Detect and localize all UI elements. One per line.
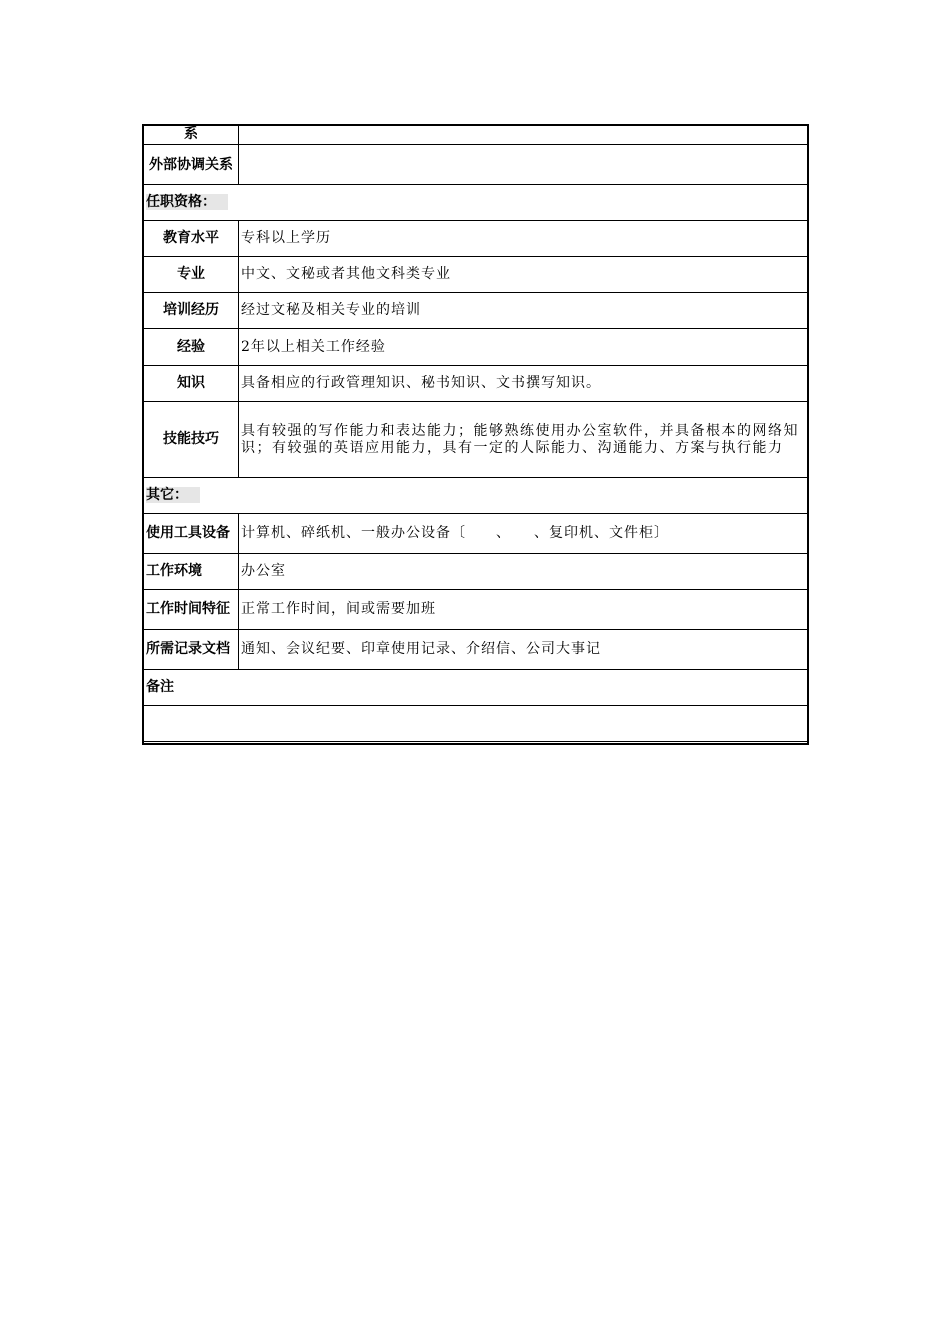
environment-value: 办公室 [239,554,808,590]
internal-coordination-value [239,125,808,145]
education-label: 教育水平 [144,221,239,257]
section-row [144,185,808,221]
section-row [144,478,808,514]
experience-value: 2年以上相关工作经验 [239,329,808,366]
records-label: 所需记录文档 [144,630,239,670]
tools-value: 计算机、碎纸机、一般办公设备〔 、 、复印机、文件柜〕 [239,514,808,554]
environment-label: 工作环境 [144,554,239,590]
external-coordination-value [239,145,808,185]
table-row [144,630,808,670]
major-label: 专业 [144,257,239,293]
job-description-table [143,124,808,742]
other-section-title: 其它： [144,478,808,514]
table-row [144,514,808,554]
table-row [144,145,808,185]
records-value: 通知、会议纪要、印章使用记录、介绍信、公司大事记 [239,630,808,670]
table-row [144,221,808,257]
skills-label: 技能技巧 [144,402,239,478]
education-value: 专科以上学历 [239,221,808,257]
table-row [144,125,808,145]
knowledge-label: 知识 [144,366,239,402]
remarks-label: 备注 [144,670,808,706]
qualifications-section-title: 任职资格： [144,185,808,221]
table-row [144,257,808,293]
external-coordination-label: 外部协调关系 [144,145,239,185]
work-time-label: 工作时间特征 [144,590,239,630]
experience-label: 经验 [144,329,239,366]
training-label: 培训经历 [144,293,239,329]
table-row [144,402,808,478]
table-row [144,329,808,366]
table-row [144,293,808,329]
table-row [144,706,808,742]
table-row [144,590,808,630]
table-row [144,366,808,402]
major-value: 中文、文秘或者其他文科类专业 [239,257,808,293]
internal-coordination-label-tail: 系 [144,125,239,145]
training-value: 经过文秘及相关专业的培训 [239,293,808,329]
skills-value: 具有较强的写作能力和表达能力；能够熟练使用办公室软件，并具备根本的网络知识；有较强的英语应用能力，具有一定的人际能力、沟通能力、方案与执行能力 [239,402,808,478]
knowledge-value: 具备相应的行政管理知识、秘书知识、文书撰写知识。 [239,366,808,402]
section-row [144,670,808,706]
tools-label: 使用工具设备 [144,514,239,554]
work-time-value: 正常工作时间，间或需要加班 [239,590,808,630]
table-row [144,554,808,590]
remarks-value [144,706,808,742]
